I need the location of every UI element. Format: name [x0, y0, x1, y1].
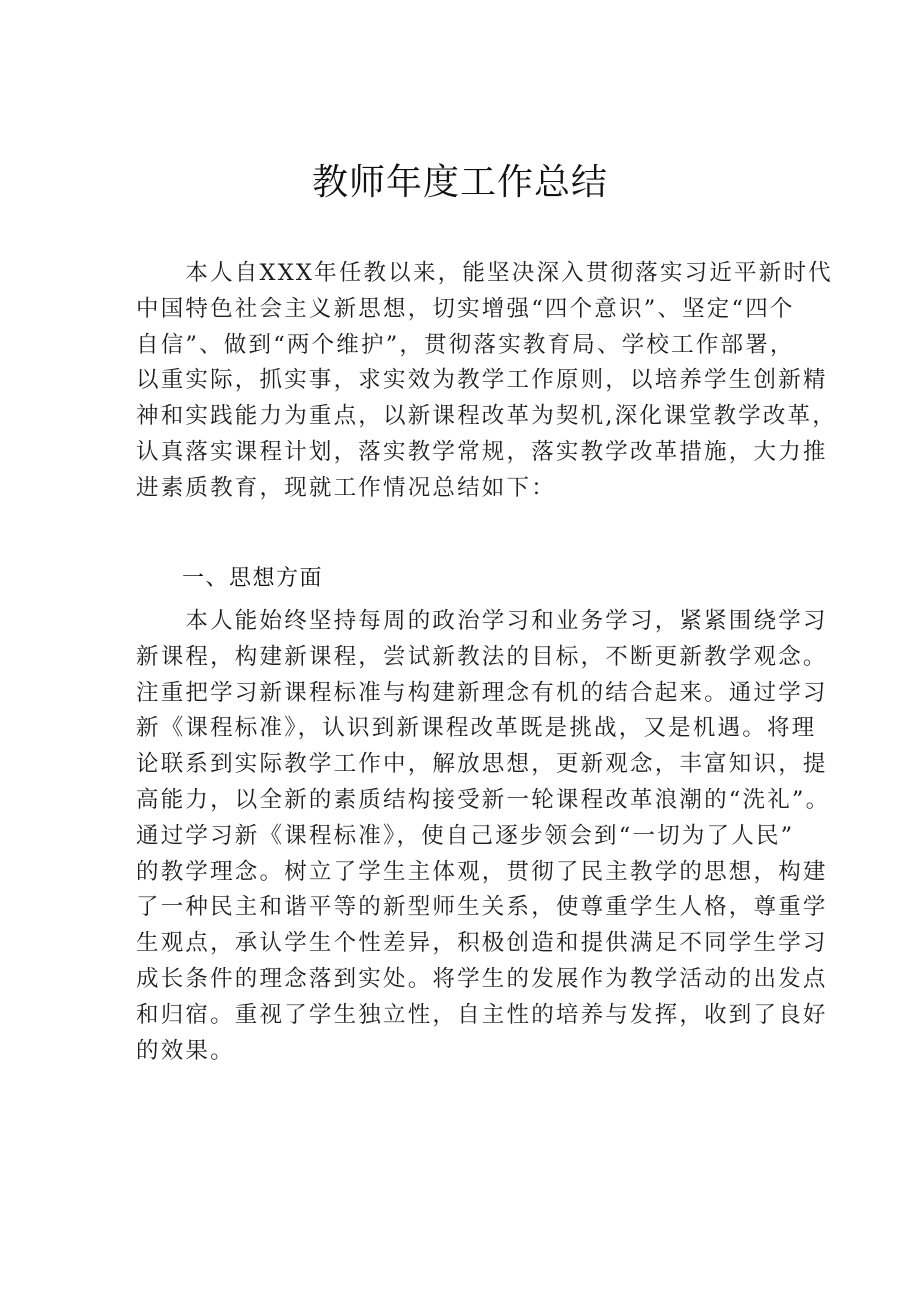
thought-section-paragraph	[136, 604, 831, 1069]
paragraph-line: 本人能始终坚持每周的政治学习和业务学习，紧紧围绕学习	[136, 608, 828, 634]
section-heading: 一、思想方面	[182, 566, 324, 591]
paragraph-line: 的效果。	[136, 1037, 235, 1064]
paragraph-line: 认真落实课程计划，落实教学常规，落实教学改革措施，大力推	[136, 438, 828, 465]
paragraph-line: 通过学习新《课程标准》，使自己逐步领会到“一切为了人民”	[136, 822, 795, 849]
intro-paragraph	[136, 256, 837, 507]
paragraph-line: 论联系到实际教学工作中，解放思想，更新观念，丰富知识，提	[136, 751, 828, 778]
paragraph-line: 的教学理念。树立了学生主体观，贯彻了民主教学的思想，构建	[136, 858, 828, 885]
paragraph-line: 高能力，以全新的素质结构接受新一轮课程改革浪潮的“洗礼”。	[136, 786, 831, 813]
paragraph-line: 了一种民主和谐平等的新型师生关系，使尊重学生人格，尊重学	[136, 894, 828, 921]
paragraph-line: 本人自XXX年任教以来，能坚决深入贯彻落实习近平新时代	[136, 260, 833, 286]
paragraph-line: 新《课程标准》，认识到新课程改革既是挑战，又是机遇。将理	[136, 715, 817, 742]
paragraph-line: 自信”、做到“两个维护”，贯彻落实教育局、学校工作部署，	[136, 331, 795, 358]
document-title: 教师年度工作总结	[311, 162, 608, 203]
paragraph-line: 中国特色社会主义新思想，切实增强“四个意识”、坚定“四个	[136, 295, 795, 322]
paragraph-line: 成长条件的理念落到实处。将学生的发展作为教学活动的出发点	[136, 965, 828, 992]
paragraph-line: 新课程，构建新课程，尝试新教法的目标，不断更新教学观念。	[136, 643, 828, 670]
paragraph-line: 生观点，承认学生个性差异，积极创造和提供满足不同学生学习	[136, 930, 828, 957]
paragraph-line: 神和实践能力为重点，以新课程改革为契机,深化课堂教学改革，	[136, 403, 837, 430]
paragraph-line: 进素质教育，现就工作情况总结如下：	[136, 474, 556, 501]
paragraph-line: 以重实际，抓实事，求实效为教学工作原则，以培养学生创新精	[136, 367, 828, 394]
paragraph-line: 注重把学习新课程标准与构建新理念有机的结合起来。通过学习	[136, 679, 828, 706]
paragraph-line: 和归宿。重视了学生独立性，自主性的培养与发挥，收到了良好	[136, 1001, 828, 1028]
